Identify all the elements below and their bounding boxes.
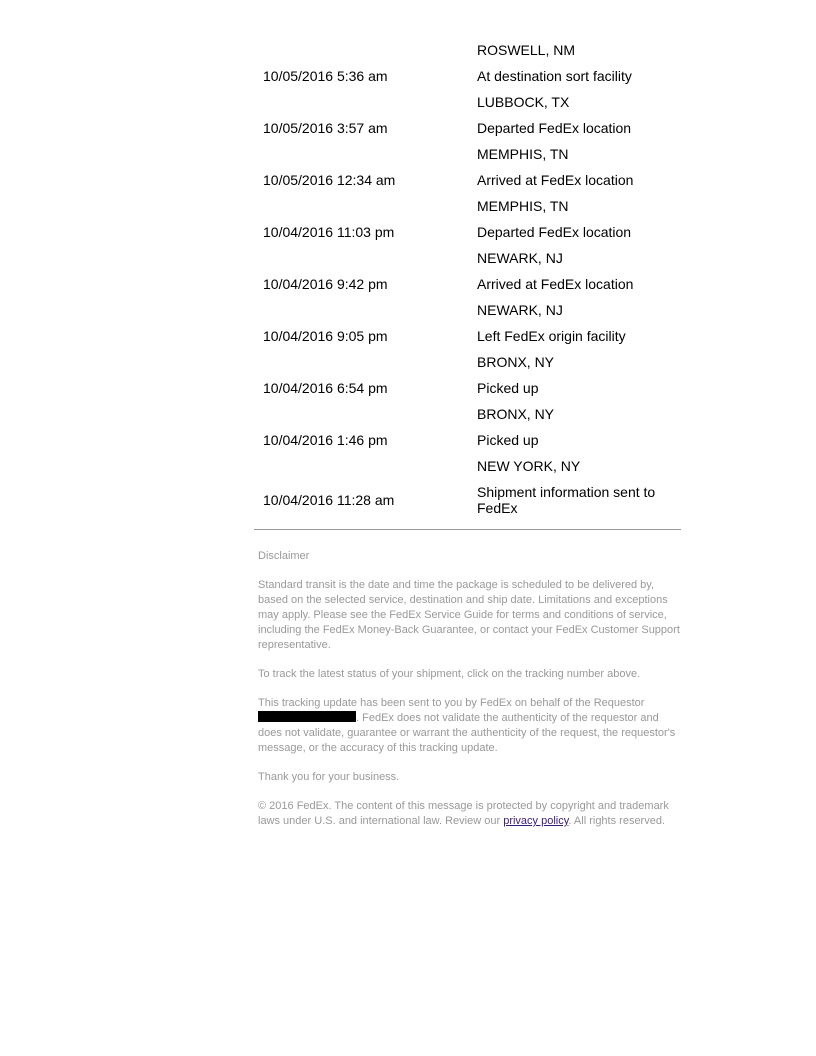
event-detail: Shipment information sent to FedEx — [477, 484, 656, 516]
event-detail: NEWARK, NJ — [477, 302, 563, 318]
history-row — [254, 193, 681, 219]
history-row — [254, 401, 681, 427]
event-datetime: 10/05/2016 5:36 am — [263, 68, 388, 84]
history-row — [254, 167, 681, 193]
event-datetime: 10/04/2016 9:05 pm — [263, 328, 388, 344]
history-row — [254, 115, 681, 141]
event-detail: Left FedEx origin facility — [477, 328, 626, 344]
event-detail: MEMPHIS, TN — [477, 146, 569, 162]
event-detail: Departed FedEx location — [477, 120, 632, 136]
history-row — [254, 63, 681, 89]
history-row — [254, 271, 681, 297]
event-detail: LUBBOCK, TX — [477, 94, 570, 110]
history-row — [254, 141, 681, 167]
history-row — [254, 219, 681, 245]
event-detail: BRONX, NY — [477, 406, 555, 422]
event-datetime: 10/04/2016 6:54 pm — [263, 380, 388, 396]
privacy-policy-link[interactable]: privacy policy — [503, 815, 569, 827]
requestor-notice-start: This tracking update has been sent to you by FedEx on behalf of the Requestor — [258, 697, 645, 709]
event-detail: Picked up — [477, 380, 539, 396]
history-row — [254, 37, 681, 63]
event-detail: At destination sort facility — [477, 68, 632, 84]
thanks-text: Thank you for your business. — [258, 771, 400, 783]
requestor-notice-end: . FedEx does not validate the authenticity of the requestor and does not validate, guarantee or warrant the authenticity of the request, the requestor's message, or the accuracy of this tracking update. — [258, 712, 676, 754]
event-datetime: 10/05/2016 12:34 am — [263, 172, 396, 188]
event-detail: Arrived at FedEx location — [477, 276, 634, 292]
event-detail: Picked up — [477, 432, 539, 448]
event-detail: ROSWELL, NM — [477, 42, 576, 58]
history-row — [254, 323, 681, 349]
event-detail: BRONX, NY — [477, 354, 555, 370]
redacted-requestor-name — [258, 711, 356, 722]
history-row — [254, 349, 681, 375]
event-datetime: 10/04/2016 11:03 pm — [263, 224, 395, 240]
section-divider — [254, 529, 681, 530]
history-row — [254, 479, 681, 521]
track-latest-text: To track the latest status of your shipment, click on the tracking number above. — [258, 668, 641, 680]
history-row — [254, 89, 681, 115]
event-datetime: 10/05/2016 3:57 am — [263, 120, 388, 136]
copyright-end: . All rights reserved. — [568, 815, 666, 827]
history-row — [254, 297, 681, 323]
history-row — [254, 245, 681, 271]
disclaimer-heading: Disclaimer — [258, 550, 310, 562]
event-detail: NEW YORK, NY — [477, 458, 581, 474]
event-datetime: 10/04/2016 1:46 pm — [263, 432, 388, 448]
event-detail: Arrived at FedEx location — [477, 172, 634, 188]
event-datetime: 10/04/2016 9:42 pm — [263, 276, 388, 292]
event-detail: MEMPHIS, TN — [477, 198, 569, 214]
event-detail: NEWARK, NJ — [477, 250, 563, 266]
tracking-history-table — [254, 37, 681, 521]
disclaimer-section — [258, 549, 682, 843]
copyright-text — [258, 799, 682, 829]
standard-transit-text: Standard transit is the date and time the package is scheduled to be delivered by, based on the selected service, destination and ship date. Limitations and exceptions may apply. Please see the FedEx Service Guide for terms and conditions of service, including the FedEx Money-Back Guarantee, or contact your FedEx Customer Support representative. — [258, 579, 680, 651]
event-datetime: 10/04/2016 11:28 am — [263, 492, 395, 508]
requestor-notice — [258, 696, 682, 756]
history-row — [254, 375, 681, 401]
copyright-start: © 2016 FedEx. The content of this message is protected by copyright and trademark laws under U.S. and international law. Review our — [258, 800, 669, 827]
history-row — [254, 453, 681, 479]
history-row — [254, 427, 681, 453]
event-detail: Departed FedEx location — [477, 224, 632, 240]
